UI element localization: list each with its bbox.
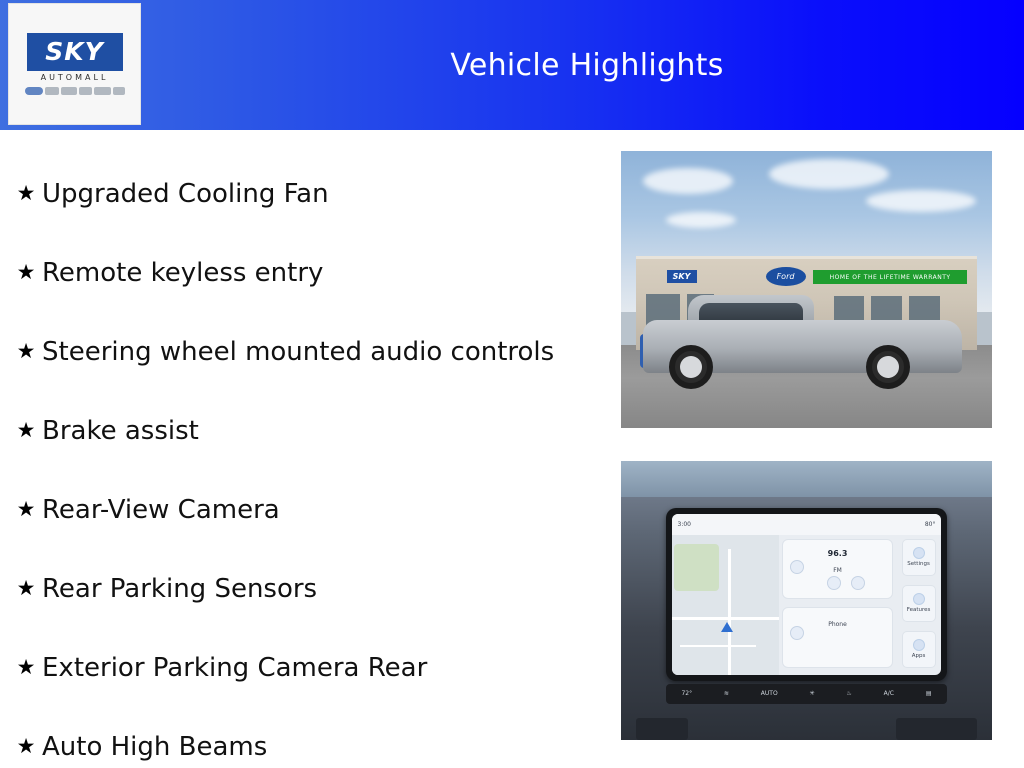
radio-card[interactable]: [782, 539, 893, 600]
list-item-label: Brake assist: [42, 415, 199, 446]
defrost-icon[interactable]: ≋: [723, 690, 729, 698]
list-item: [10, 391, 610, 470]
features-tile[interactable]: [902, 585, 936, 622]
vehicle-exterior-photo: [621, 151, 992, 428]
list-item: [10, 233, 610, 312]
apps-tile[interactable]: [902, 631, 936, 668]
logo-inner: [22, 33, 128, 96]
settings-tile-label: Settings: [907, 561, 930, 568]
truck-wheel: [866, 345, 910, 389]
page-title: Vehicle Highlights: [450, 47, 724, 83]
logo-automall-text: AUTOMALL: [40, 72, 109, 82]
star-icon: ★: [16, 576, 36, 600]
navigation-arrow-icon: [721, 622, 733, 632]
climate-control-bar[interactable]: [666, 684, 948, 704]
list-item-label: Exterior Parking Camera Rear: [42, 652, 428, 683]
ford-oval-icon: Ford: [766, 267, 806, 286]
outside-temp-label: 80°: [924, 521, 936, 529]
apps-icon: [913, 639, 925, 651]
phone-card-label: Phone: [828, 621, 847, 629]
brand-chip-icon: [25, 87, 43, 95]
list-item-label: Steering wheel mounted audio controls: [42, 336, 555, 367]
brand-chip-icon: [61, 87, 77, 95]
cloud-shape: [643, 168, 733, 194]
phone-card[interactable]: [782, 607, 893, 668]
fan-icon[interactable]: ✳: [809, 690, 815, 698]
brand-chip-icon: [79, 87, 92, 95]
logo-brand-strip: [25, 87, 125, 96]
list-item: [10, 707, 610, 768]
phone-icon[interactable]: [790, 626, 804, 640]
radio-prev-icon[interactable]: [790, 560, 804, 574]
features-tile-label: Features: [906, 607, 931, 614]
list-item-label: Upgraded Cooling Fan: [42, 178, 329, 209]
auto-climate-label[interactable]: AUTO: [760, 690, 778, 698]
brand-chip-icon: [94, 87, 111, 95]
seat-heat-icon[interactable]: ♨: [846, 690, 852, 698]
dealer-logo: [8, 3, 141, 125]
map-road: [728, 549, 731, 675]
screen-card-stack: [782, 539, 893, 671]
slide-header: [0, 0, 1024, 130]
brand-chip-icon: [45, 87, 59, 95]
list-item: [10, 549, 610, 628]
star-icon: ★: [16, 655, 36, 679]
wheel-hub: [680, 356, 702, 378]
star-icon: ★: [16, 260, 36, 284]
rear-defrost-icon[interactable]: ▤: [925, 690, 932, 698]
infotainment-bezel: [666, 508, 948, 681]
star-icon: ★: [16, 734, 36, 758]
map-park-area: [674, 544, 719, 592]
navigation-map-panel[interactable]: [672, 535, 780, 675]
radio-preset-icon[interactable]: [827, 576, 841, 590]
windshield: [621, 461, 992, 497]
star-icon: ★: [16, 497, 36, 521]
screen-status-bar: [672, 514, 942, 535]
brand-chip-icon: [113, 87, 125, 95]
vehicle-interior-photo: [621, 461, 992, 740]
screen-side-tiles: [898, 539, 938, 671]
highlights-list: [0, 132, 610, 768]
cabin-temp-label: 72°: [681, 690, 693, 698]
radio-frequency-label: 96.3: [827, 548, 848, 558]
radio-next-icon[interactable]: [851, 576, 865, 590]
wheel-hub: [877, 356, 899, 378]
clock-label: 3:00: [677, 521, 691, 529]
gear-icon: [913, 547, 925, 559]
list-item-label: Remote keyless entry: [42, 257, 324, 288]
list-item-label: Auto High Beams: [42, 731, 268, 762]
list-item: [10, 628, 610, 707]
dealer-sign-sky: SKY: [667, 270, 697, 283]
map-road: [680, 645, 756, 647]
logo-sky-wordmark: SKY: [27, 33, 123, 71]
cloud-shape: [666, 212, 736, 228]
list-item: [10, 470, 610, 549]
list-item-label: Rear-View Camera: [42, 494, 280, 525]
list-item: [10, 312, 610, 391]
air-vent: [636, 718, 688, 740]
radio-band-label: FM: [833, 566, 842, 574]
warranty-banner: HOME OF THE LIFETIME WARRANTY: [813, 270, 967, 284]
air-vent: [896, 718, 978, 740]
cloud-shape: [866, 190, 976, 212]
map-road: [672, 617, 780, 620]
apps-tile-label: Apps: [911, 653, 926, 660]
star-icon: ★: [16, 181, 36, 205]
ac-label[interactable]: A/C: [883, 690, 894, 698]
settings-tile[interactable]: [902, 539, 936, 576]
star-icon: ★: [16, 418, 36, 442]
list-item-label: Rear Parking Sensors: [42, 573, 318, 604]
features-icon: [913, 593, 925, 605]
list-item: [10, 154, 610, 233]
infotainment-screen[interactable]: [672, 514, 942, 675]
star-icon: ★: [16, 339, 36, 363]
